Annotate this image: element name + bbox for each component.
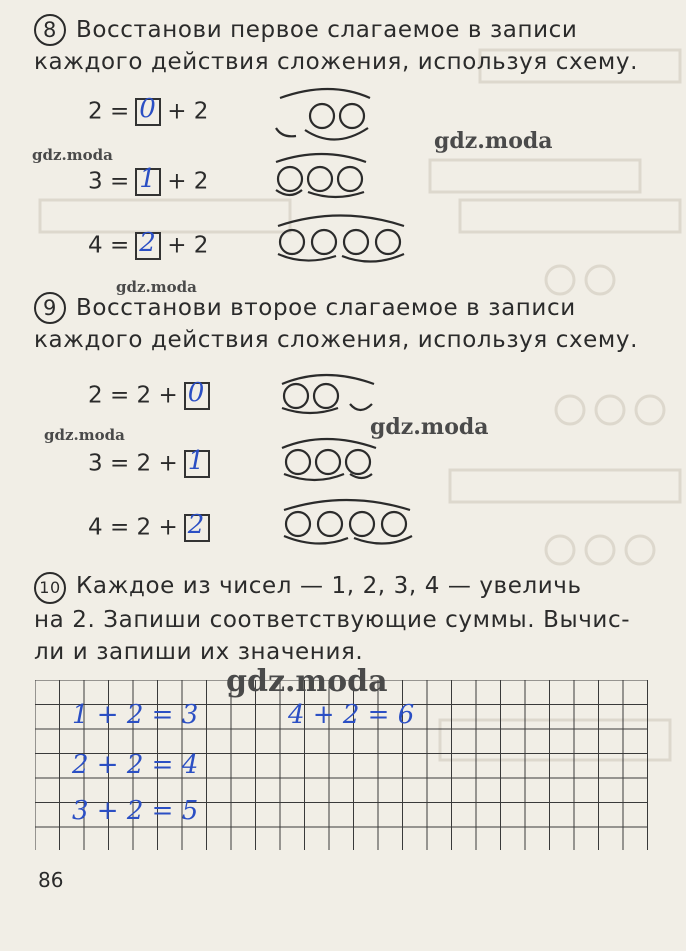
task-9-line1: Восстанови второе слагаемое в записи — [76, 295, 576, 321]
watermark: gdz.moda — [226, 664, 388, 699]
task-8-line1: Восстанови первое слагаемое в записи — [76, 17, 578, 43]
handwritten-answer: 0 — [139, 94, 156, 124]
task-10-line2: на 2. Запиши соответствующие суммы. Вычис- — [34, 607, 631, 633]
equation-right: + 2 — [167, 168, 209, 195]
handwritten-answer: 1 — [139, 164, 156, 194]
task-8-line2: каждого действия сложения, используя схему. — [34, 49, 639, 75]
handwritten-answer: 2 — [139, 228, 156, 258]
handwritten-answer: 1 — [187, 446, 205, 476]
equation-right: + 2 — [167, 98, 209, 125]
watermark: gdz.moda — [116, 278, 197, 296]
watermark: gdz.moda — [370, 414, 489, 440]
equation-left: 2 = — [88, 98, 130, 125]
equation-left: 4 = 2 + — [88, 514, 178, 541]
task-9-line2: каждого действия сложения, используя схему. — [34, 327, 639, 353]
watermark: gdz.moda — [44, 426, 125, 444]
handwritten-sum-1: 1 + 2 = 3 — [72, 700, 199, 730]
task-number-10: 10 — [34, 572, 66, 604]
watermark: gdz.moda — [32, 146, 113, 164]
watermark: gdz.moda — [434, 128, 553, 154]
handwritten-answer: 2 — [187, 510, 205, 540]
equation-left: 4 = — [88, 232, 130, 259]
handwritten-sum-2: 2 + 2 = 4 — [72, 750, 199, 780]
equation-right: + 2 — [167, 232, 209, 259]
task-number-8: 8 — [34, 14, 66, 46]
task-10-line1: Каждое из чисел — 1, 2, 3, 4 — увеличь — [76, 573, 582, 599]
task-number-9: 9 — [34, 292, 66, 324]
page-number: 86 — [38, 868, 64, 892]
handwritten-sum-3: 3 + 2 = 5 — [72, 796, 199, 826]
task-10-line3: ли и запиши их значения. — [34, 639, 364, 665]
handwritten-answer: 0 — [187, 378, 205, 408]
equation-left: 2 = 2 + — [88, 382, 178, 409]
equation-left: 3 = 2 + — [88, 450, 178, 477]
handwritten-sum-4: 4 + 2 = 6 — [288, 700, 415, 730]
equation-left: 3 = — [88, 168, 130, 195]
task-10-instruction — [34, 570, 630, 668]
